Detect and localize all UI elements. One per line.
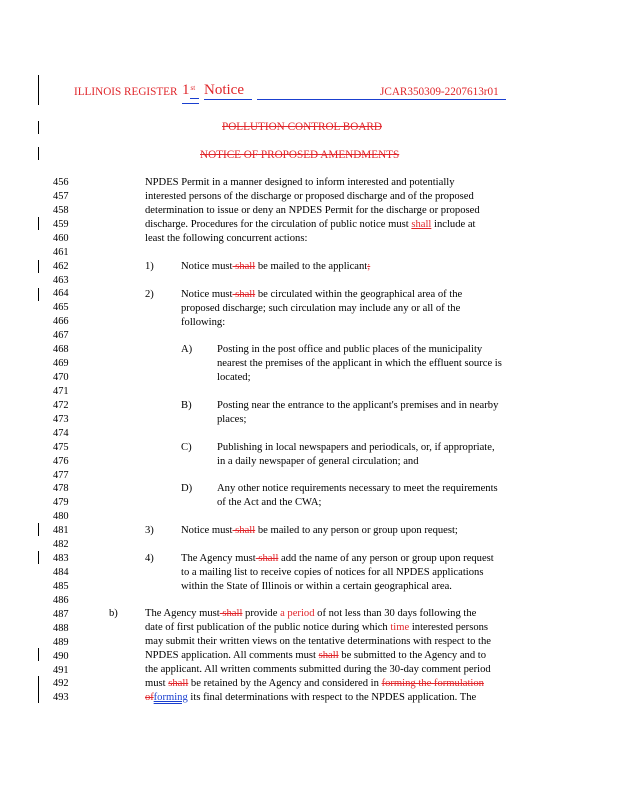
line-number: 489 <box>53 636 69 648</box>
body-line: may submit their written views on the tentative determinations with respect to the <box>145 636 491 647</box>
body-line: nearest the premises of the applicant in which the effluent source is <box>217 358 502 369</box>
line-number: 479 <box>53 497 69 509</box>
line-number: 490 <box>53 650 69 662</box>
change-bar <box>38 676 39 703</box>
body-line: to a mailing list to receive copies of notices for all NPDES applications <box>181 567 484 578</box>
body-text: add the name of any person or group upon request <box>278 553 494 564</box>
change-bar <box>38 523 39 536</box>
body-text: be circulated within the geographical area of the <box>255 289 463 300</box>
line-number: 493 <box>53 692 69 704</box>
line-number: 465 <box>53 302 69 314</box>
deleted-text: shall <box>318 650 339 661</box>
body-line <box>145 692 476 703</box>
body-text: NPDES application. All comments must <box>145 650 319 661</box>
body-line: interested persons of the discharge or proposed discharge and of the proposed <box>145 191 474 202</box>
line-number: 466 <box>53 316 69 328</box>
body-text: be submitted to the Agency and to <box>338 650 487 661</box>
line-number: 475 <box>53 441 69 453</box>
notice-underline <box>204 99 252 100</box>
line-number: 458 <box>53 204 69 216</box>
list-letter: D) <box>181 483 193 494</box>
body-line <box>181 525 458 536</box>
line-number: 492 <box>53 678 69 690</box>
line-number: 485 <box>53 580 69 592</box>
body-line: of the Act and the CWA; <box>217 497 322 508</box>
line-number: 487 <box>53 608 69 620</box>
line-number: 462 <box>53 260 69 272</box>
document-id: JCAR350309-2207613r01 <box>380 86 499 98</box>
line-number: 491 <box>53 664 69 676</box>
line-number: 457 <box>53 190 69 202</box>
body-line: determination to issue or deny an NPDES Permit for the discharge or proposed <box>145 205 480 216</box>
change-bar <box>38 288 39 301</box>
body-line: least the following concurrent actions: <box>145 233 308 244</box>
body-text: be mailed to any person or group upon request; <box>255 525 458 536</box>
list-letter: A) <box>181 344 193 355</box>
body-line <box>181 553 494 564</box>
change-bar <box>38 648 39 661</box>
body-line <box>181 261 370 272</box>
line-number: 471 <box>53 385 69 397</box>
body-line <box>145 608 476 619</box>
deleted-text: of <box>145 692 154 703</box>
inserted-text: time <box>390 622 410 633</box>
body-text: its final determinations with respect to the NPDES application. The <box>187 692 477 703</box>
deleted-text: shall <box>219 608 243 619</box>
list-letter: B) <box>181 400 192 411</box>
deleted-text: ; <box>367 261 371 272</box>
line-number: 460 <box>53 232 69 244</box>
line-number: 464 <box>53 288 69 300</box>
version-number <box>182 82 195 99</box>
body-text: provide <box>242 608 281 619</box>
line-number: 484 <box>53 567 69 579</box>
body-text: Notice must <box>181 525 233 536</box>
line-number: 470 <box>53 372 69 384</box>
line-number: 478 <box>53 483 69 495</box>
change-bar <box>38 260 39 273</box>
list-number: 2) <box>145 289 154 300</box>
body-text: be mailed to the applicant <box>255 261 368 272</box>
version-num: 1 <box>182 82 190 98</box>
body-line <box>145 650 486 661</box>
line-number: 486 <box>53 594 69 606</box>
list-number: 4) <box>145 553 154 564</box>
body-line: Any other notice requirements necessary to meet the requirements <box>217 483 498 494</box>
line-number: 463 <box>53 274 69 286</box>
inserted-text: forming <box>153 692 188 703</box>
body-line: proposed discharge; such circulation may include any or all of the <box>181 303 461 314</box>
body-text: Notice must <box>181 261 233 272</box>
line-number: 488 <box>53 622 69 634</box>
deleted-text: shall <box>232 261 256 272</box>
body-line: the applicant. All written comments submitted during the 30-day comment period <box>145 664 491 675</box>
header-underline <box>257 99 506 100</box>
line-number: 473 <box>53 413 69 425</box>
body-text: Notice must <box>181 289 233 300</box>
version-sup: st <box>190 84 196 92</box>
body-line: Posting near the entrance to the applicant's premises and in nearby <box>217 400 499 411</box>
deleted-text: shall <box>255 553 279 564</box>
inserted-text: shall <box>411 219 432 230</box>
register-title: ILLINOIS REGISTER <box>74 86 178 98</box>
version-underline <box>190 98 199 99</box>
body-line: NPDES Permit in a manner designed to inform interested and potentially <box>145 177 455 188</box>
line-number: 483 <box>53 553 69 565</box>
change-bar <box>38 121 39 134</box>
line-number: 474 <box>53 427 69 439</box>
change-bar <box>38 551 39 564</box>
body-line: within the State of Illinois or within a certain geographical area. <box>181 581 452 592</box>
line-number: 472 <box>53 399 69 411</box>
body-text: date of first publication of the public notice during which <box>145 622 391 633</box>
change-bar <box>38 147 39 160</box>
body-text: must <box>145 678 169 689</box>
body-text: include at <box>431 219 476 230</box>
list-number: 1) <box>145 261 154 272</box>
notice-title: NOTICE OF PROPOSED AMENDMENTS <box>200 149 400 161</box>
deleted-text: shall <box>168 678 189 689</box>
body-text: interested persons <box>409 622 489 633</box>
body-line <box>181 289 462 300</box>
list-letter: C) <box>181 442 192 453</box>
line-number: 461 <box>53 246 69 258</box>
line-number: 467 <box>53 330 69 342</box>
body-line: Publishing in local newspapers and periodicals, or, if appropriate, <box>217 442 495 453</box>
change-bar <box>38 217 39 230</box>
body-line <box>145 678 484 689</box>
body-text: be retained by the Agency and considered in <box>188 678 382 689</box>
body-text: The Agency must <box>145 608 220 619</box>
inserted-text: a period <box>280 608 315 619</box>
subsection-label: b) <box>109 608 118 619</box>
change-bar <box>38 75 39 105</box>
line-number: 482 <box>53 539 69 551</box>
body-text: discharge. Procedures for the circulation of public notice must <box>145 219 412 230</box>
deleted-text: shall <box>232 289 256 300</box>
line-number: 459 <box>53 218 69 230</box>
line-number: 476 <box>53 455 69 467</box>
body-line <box>145 219 475 230</box>
line-number: 477 <box>53 469 69 481</box>
deleted-text: forming the formulation <box>381 678 484 689</box>
body-line: following: <box>181 317 226 328</box>
line-number: 480 <box>53 511 69 523</box>
body-line: in a daily newspaper of general circulation; and <box>217 456 419 467</box>
board-title: POLLUTION CONTROL BOARD <box>222 121 382 133</box>
body-line <box>145 622 488 633</box>
list-number: 3) <box>145 525 154 536</box>
body-text: of not less than 30 days following the <box>314 608 477 619</box>
body-line: located; <box>217 372 251 383</box>
line-number: 481 <box>53 525 69 537</box>
deleted-text: shall <box>232 525 256 536</box>
line-number: 469 <box>53 358 69 370</box>
version-underline <box>182 103 199 104</box>
body-line: Posting in the post office and public places of the municipality <box>217 344 483 355</box>
notice-label: Notice <box>204 82 244 98</box>
line-number: 456 <box>53 177 69 188</box>
body-line: places; <box>217 414 247 425</box>
line-number: 468 <box>53 344 69 356</box>
body-text: The Agency must <box>181 553 256 564</box>
